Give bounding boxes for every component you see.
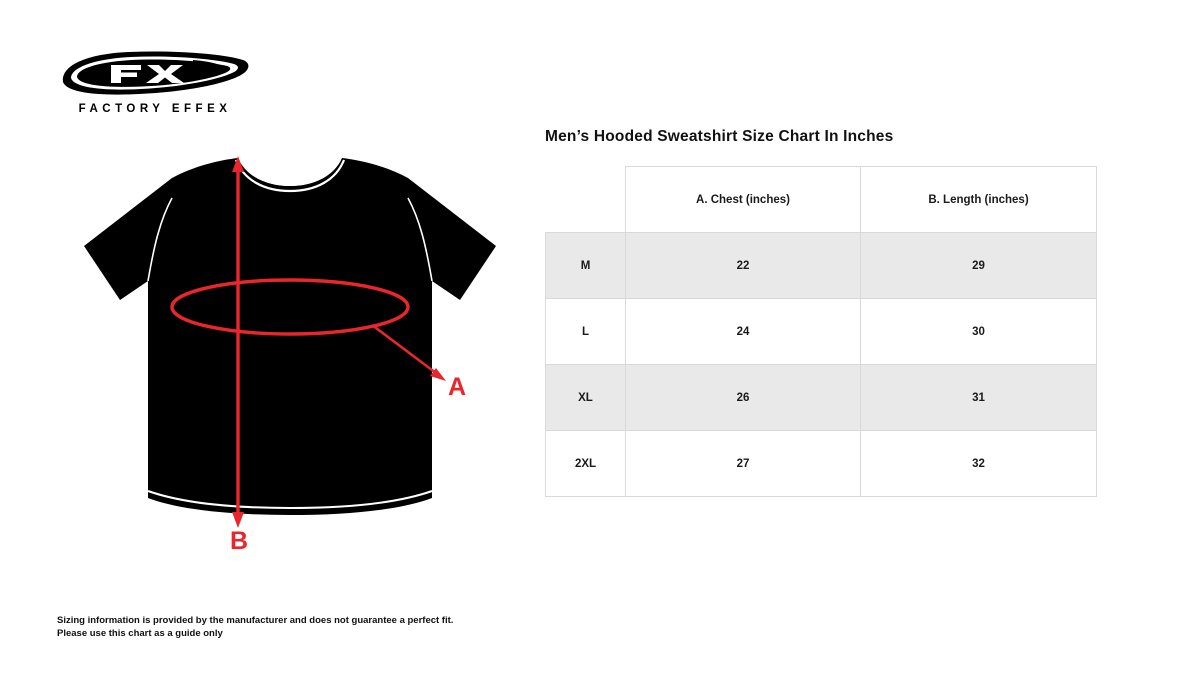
shirt-illustration bbox=[60, 150, 520, 560]
label-b: B bbox=[230, 527, 249, 555]
disclaimer bbox=[57, 614, 453, 640]
disclaimer-line-2: Please use this chart as a guide only bbox=[57, 628, 223, 639]
table-row bbox=[546, 365, 1097, 431]
brand-logo bbox=[55, 48, 255, 123]
table-row bbox=[546, 233, 1097, 299]
cell-length: 30 bbox=[861, 299, 1097, 365]
column-header-size bbox=[546, 167, 626, 233]
cell-chest: 26 bbox=[626, 365, 861, 431]
label-a: A bbox=[448, 373, 467, 401]
cell-chest: 24 bbox=[626, 299, 861, 365]
cell-chest: 27 bbox=[626, 431, 861, 497]
cell-length: 31 bbox=[861, 365, 1097, 431]
table-row bbox=[546, 431, 1097, 497]
cell-length: 32 bbox=[861, 431, 1097, 497]
cell-length: 29 bbox=[861, 233, 1097, 299]
brand-wordmark: FACTORY EFFEX bbox=[78, 103, 232, 115]
cell-chest: 22 bbox=[626, 233, 861, 299]
page-title: Men’s Hooded Sweatshirt Size Chart In Inches bbox=[545, 128, 894, 145]
cell-size: M bbox=[546, 233, 626, 299]
disclaimer-line-1: Sizing information is provided by the manufacturer and does not guarantee a perfect fit. bbox=[57, 615, 454, 626]
fx-logo-icon bbox=[55, 48, 255, 108]
column-header-length: B. Length (inches) bbox=[861, 167, 1097, 233]
sweatshirt-diagram-icon bbox=[60, 150, 520, 560]
table-header-row bbox=[546, 167, 1097, 233]
cell-size: 2XL bbox=[546, 431, 626, 497]
table-row bbox=[546, 299, 1097, 365]
cell-size: XL bbox=[546, 365, 626, 431]
size-chart-section bbox=[545, 128, 1105, 497]
size-chart-table bbox=[545, 166, 1097, 497]
column-header-chest: A. Chest (inches) bbox=[626, 167, 861, 233]
cell-size: L bbox=[546, 299, 626, 365]
